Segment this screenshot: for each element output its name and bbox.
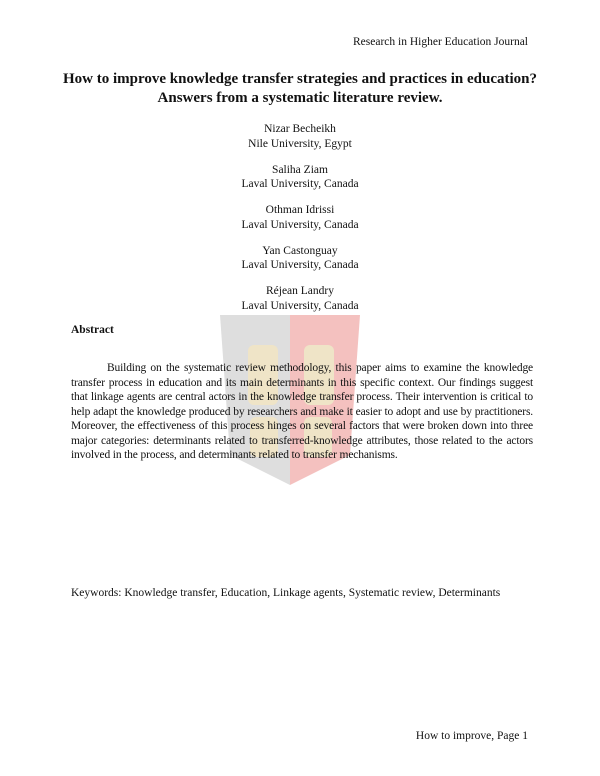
author-affiliation: Nile University, Egypt [248, 137, 352, 150]
author-block [100, 203, 500, 232]
author-name: Yan Castonguay [262, 244, 338, 257]
page-footer: How to improve, Page 1 [415, 730, 528, 742]
author-affiliation: Laval University, Canada [241, 259, 359, 271]
abstract-heading: Abstract [71, 324, 114, 336]
running-header: Research in Higher Education Journal [353, 36, 528, 48]
author-block [100, 163, 500, 192]
author-name: Saliha Ziam [272, 163, 328, 176]
keywords: Keywords: Knowledge transfer, Education, Linkage agents, Systematic review, Determinants [71, 586, 501, 599]
author-block [100, 122, 500, 151]
abstract-body: Building on the systematic review methodology, this paper aims to examine the knowledge transfer process in education and its main determinants in this specific context. Our findings suggest that linkage agents are central actors in the knowledge transfer process. Their intervention is critical to help adapt the knowledge produced by researchers and make it easier to adopt and use by practitioners. Moreover, the effectiveness of this process hinges on several factors that were broken down into three major categories: determinants related to transferred-knowledge attributes, those related to the actors involved in the process, and determinants related to transfer mechanisms. [71, 362, 533, 461]
author-affiliation: Laval University, Canada [241, 299, 359, 312]
author-block [100, 244, 500, 273]
author-affiliation: Laval University, Canada [241, 218, 359, 231]
author-name: Othman Idrissi [265, 204, 335, 216]
author-affiliation: Laval University, Canada [241, 178, 359, 190]
author-name: Réjean Landry [265, 285, 334, 297]
author-name: Nizar Becheikh [264, 123, 336, 135]
author-list [100, 122, 500, 325]
paper-title: How to improve knowledge transfer strategies and practices in education? Answers from a systematic literature review. [63, 71, 537, 106]
